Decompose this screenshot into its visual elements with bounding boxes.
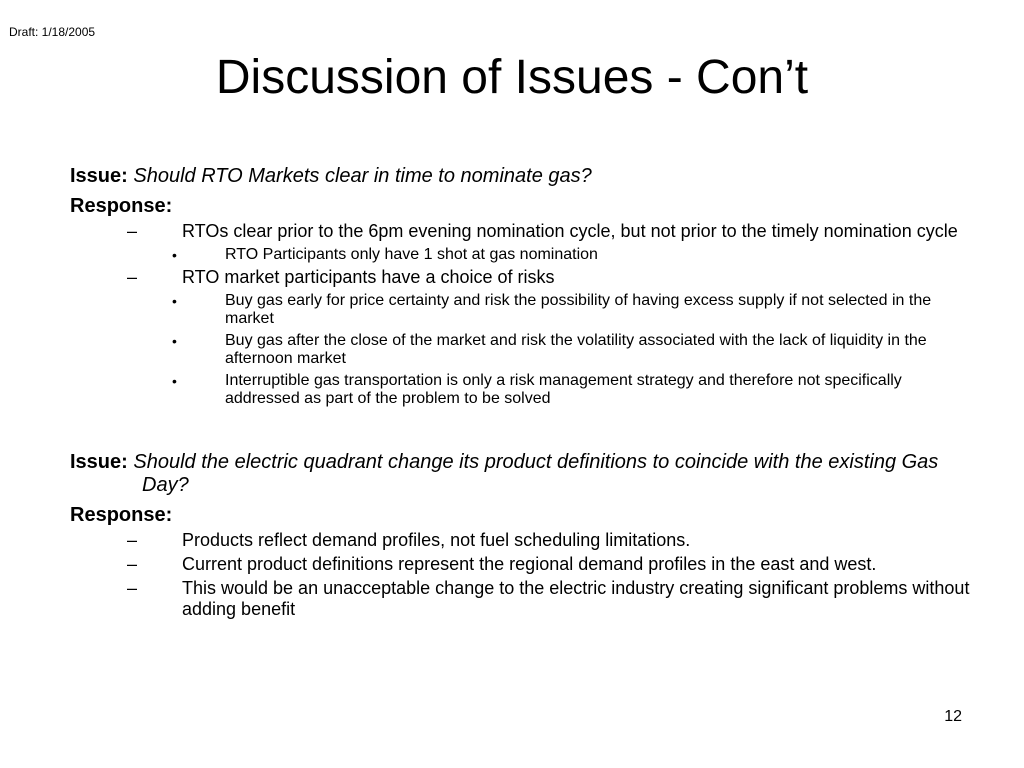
list-item — [70, 221, 980, 242]
list-item-text: RTO Participants only have 1 shot at gas nomination — [225, 246, 598, 263]
list-item-text: Products reflect demand profiles, not fuel scheduling limitations. — [182, 530, 691, 550]
issue-label: Issue: — [70, 451, 128, 473]
list-item-text: This would be an unacceptable change to the electric industry creating significant problems without adding benefit — [182, 578, 970, 619]
list-item — [70, 530, 980, 551]
slide-body — [70, 165, 980, 620]
bullet-marker: • — [172, 333, 177, 349]
list-item — [70, 246, 980, 264]
issue-question: Should the electric quadrant change its product definitions to coincide with the existing Gas Day? — [133, 451, 939, 496]
list-item-text: Buy gas early for price certainty and risk the possibility of having excess supply if not selected in the market — [225, 292, 932, 327]
issue-question: Should RTO Markets clear in time to nominate gas? — [133, 165, 592, 187]
list-item-text: RTO market participants have a choice of risks — [182, 267, 555, 287]
list-item — [70, 578, 980, 620]
dash-marker: – — [127, 554, 138, 574]
bullet-marker: • — [172, 373, 177, 389]
list-item-text: Buy gas after the close of the market and risk the volatility associated with the lack of liquidity in the afternoon market — [225, 332, 927, 367]
list-item — [70, 554, 980, 575]
page-number: 12 — [944, 708, 962, 725]
response-label: Response: — [70, 195, 173, 217]
list-item — [70, 292, 980, 328]
list-item-text: RTOs clear prior to the 6pm evening nomination cycle, but not prior to the timely nomination cycle — [182, 221, 958, 241]
issue-label: Issue: — [70, 165, 128, 187]
dash-marker: – — [127, 530, 138, 550]
section-spacer — [70, 408, 980, 451]
issue-1 — [70, 165, 980, 188]
list-item — [70, 332, 980, 368]
dash-marker: – — [127, 267, 138, 287]
list-item — [70, 267, 980, 288]
bullet-marker: • — [172, 247, 177, 263]
draft-date: Draft: 1/18/2005 — [9, 25, 96, 39]
dash-marker: – — [127, 221, 138, 241]
bullet-marker: • — [172, 293, 177, 309]
list-item — [70, 372, 980, 408]
list-item-text: Interruptible gas transportation is only a risk management strategy and therefore not specifically addressed as part of the problem to be solved — [225, 372, 902, 407]
slide-title: Discussion of Issues - Con’t — [215, 51, 809, 104]
response-label: Response: — [70, 504, 173, 526]
list-item-text: Current product definitions represent the regional demand profiles in the east and west. — [182, 554, 877, 574]
dash-marker: – — [127, 578, 138, 598]
issue-2 — [70, 451, 980, 497]
